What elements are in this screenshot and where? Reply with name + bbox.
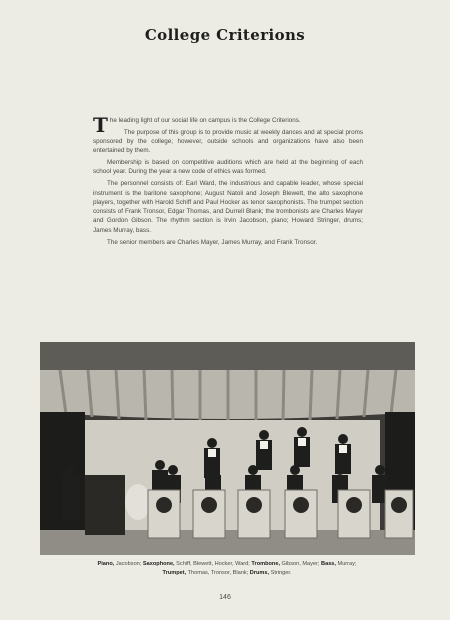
article-paragraph-2: The purpose of this group is to provide music at weekly dances and at special proms sponsored by the college; however, outside schools and organizations have also been entertained by them.: [93, 128, 363, 155]
article-paragraph-1: The leading light of our social life on campus is the College Criterions.: [93, 113, 301, 137]
caption-trumpet-label: Trumpet,: [162, 570, 187, 576]
caption-piano-names: Jacobson;: [114, 561, 143, 567]
page-number: 146: [219, 594, 231, 601]
caption-trombone-names: Gibson, Mayer;: [280, 561, 322, 567]
caption-bass-names: Murray;: [335, 561, 357, 567]
caption-piano-label: Piano,: [97, 561, 115, 567]
article-paragraph-5: The senior members are Charles Mayer, James Murray, and Frank Tronsor.: [107, 238, 318, 246]
caption-bass-label: Bass,: [321, 561, 336, 567]
article-paragraph-3: Membership is based on competitive auditions which are held at the beginning of each school year. During the year a new code of ethics was formed.: [93, 159, 363, 176]
photo-caption: [52, 560, 402, 578]
caption-drums-names: Stringer.: [269, 570, 292, 576]
caption-trombone-label: Trombone,: [251, 561, 280, 567]
page-title: College Criterions: [144, 26, 306, 44]
caption-sax-label: Saxophone,: [142, 561, 175, 567]
caption-sax-names: Schiff, Blewett, Hocker, Ward;: [174, 561, 252, 567]
caption-trumpet-names: Thomas, Tronsor, Blank;: [186, 570, 250, 576]
drop-cap: T: [93, 113, 108, 137]
article-body: [93, 113, 363, 249]
band-photo-illustration: [40, 342, 415, 555]
caption-drums-label: Drums,: [249, 570, 270, 576]
article-paragraph-4: The personnel consists of: Earl Ward, the industrious and capable leader, whose special instrument is the baritone saxophone; August Natoli and Joseph Blewett, the alto saxophone players, together with Harold Schiff and Paul Hocker as tenor saxophonists. The trumpet section consists of Frank Tronsor, Edgar Thomas, and Durrell Blank; the trombonists are Charles Mayer and Gordon Gibson. The rhythm section is Irvin Jacobson, piano; Howard Stringer, drums; James Murray, bass.: [93, 180, 363, 234]
band-photo: [40, 342, 415, 555]
